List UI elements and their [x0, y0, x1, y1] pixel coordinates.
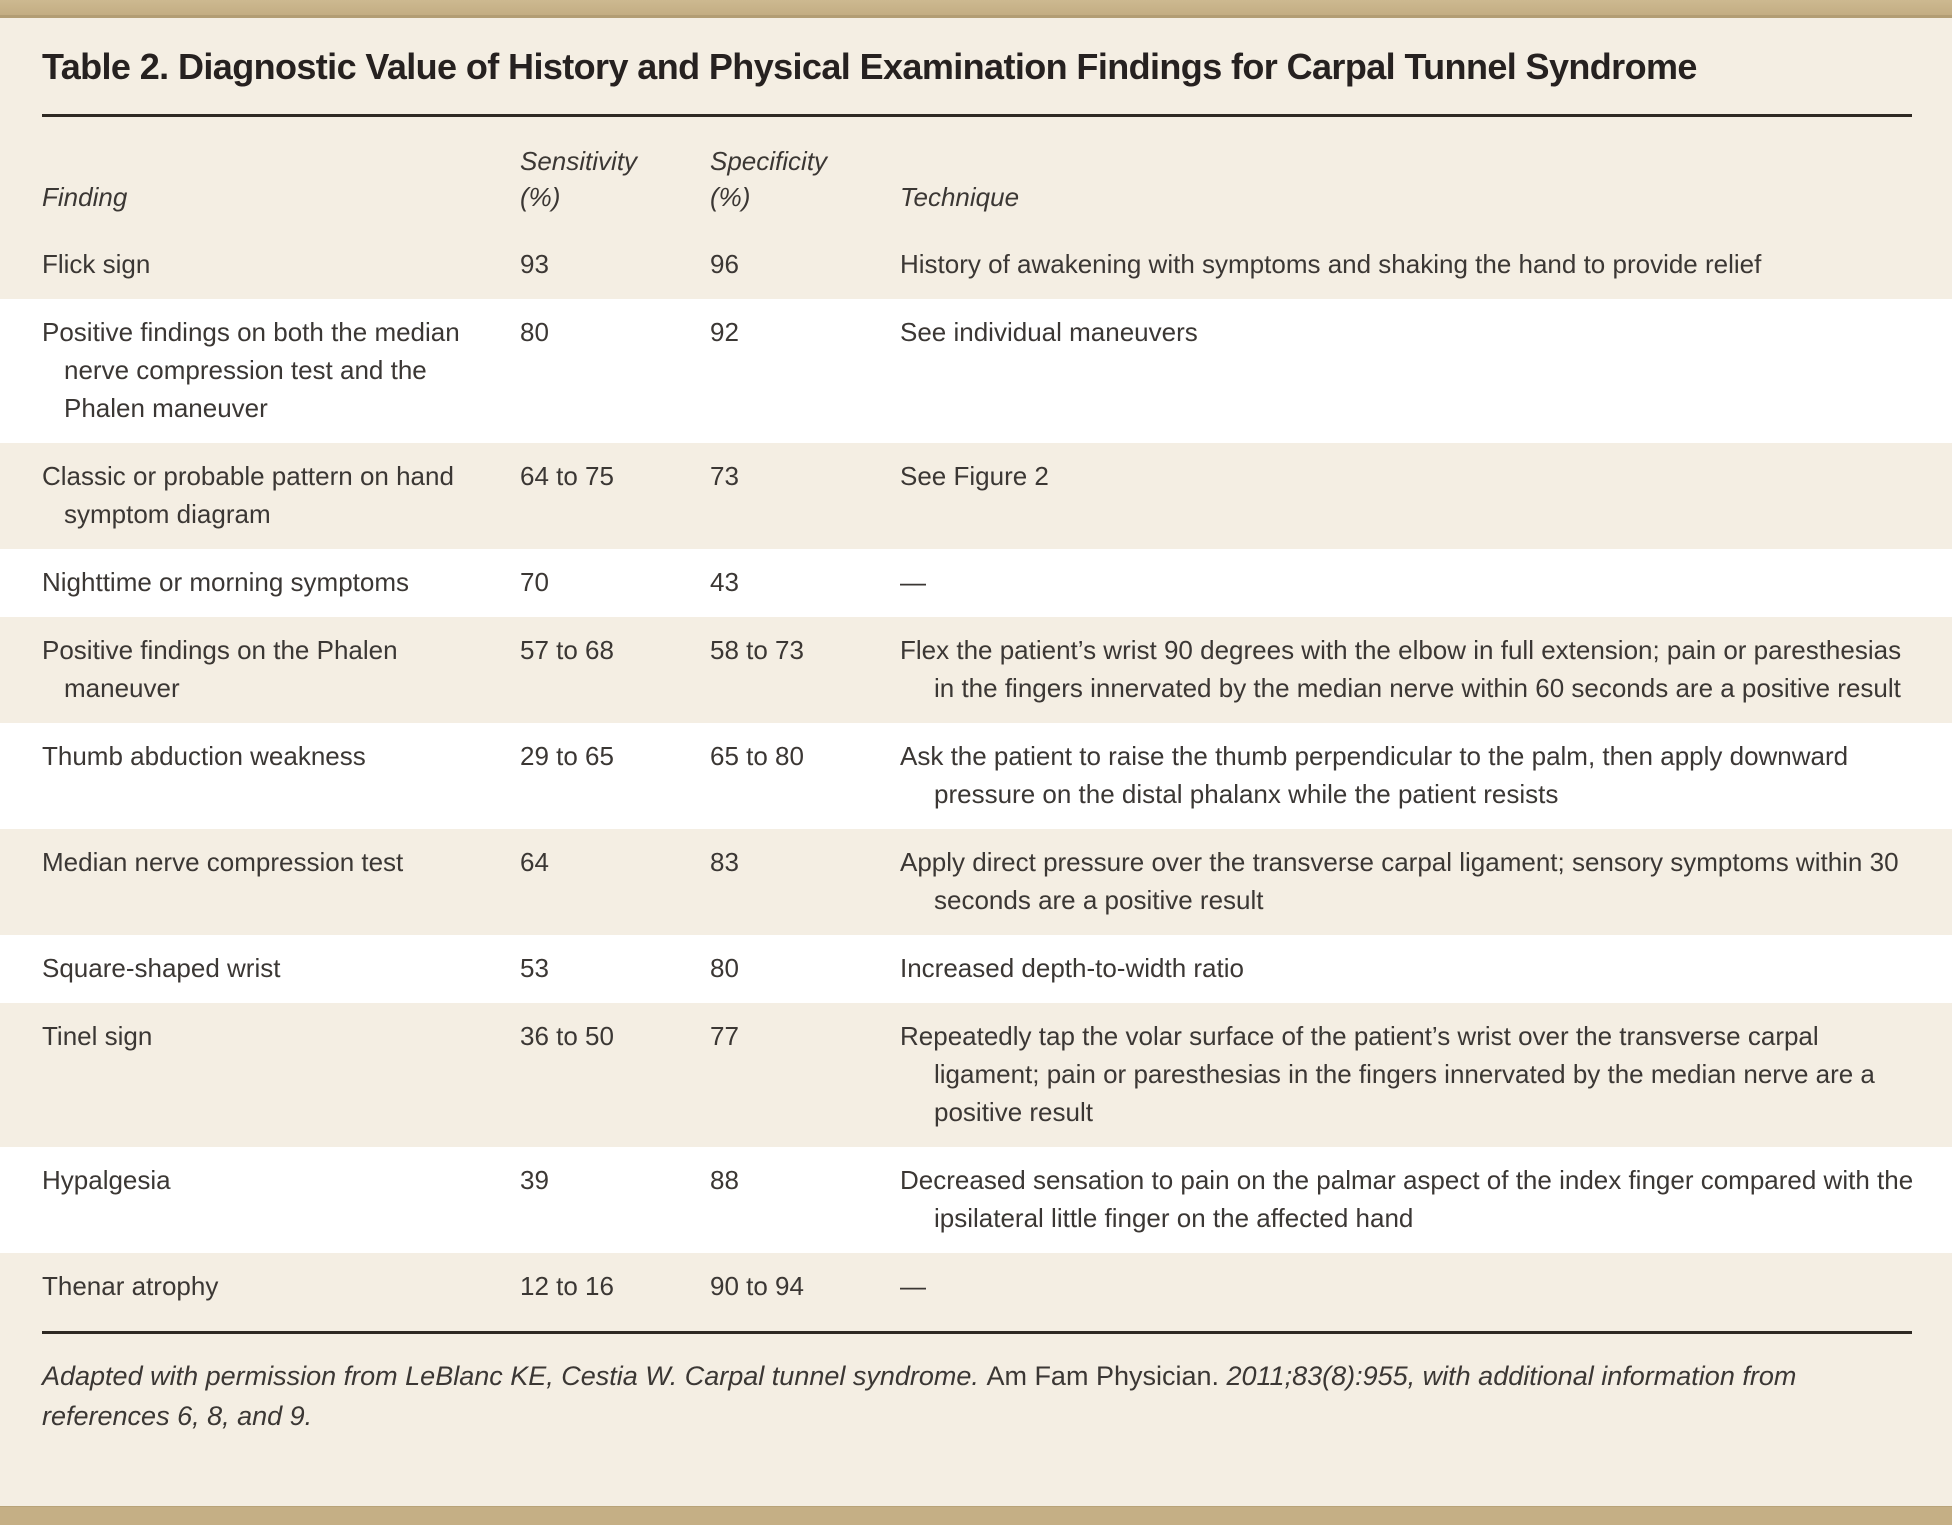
technique-cell: History of awakening with symptoms and shaking the hand to provide relief — [900, 249, 1762, 279]
footnote-citation-tail: 2011;83(8):955, with additional information from references 6, 8, and 9. — [42, 1361, 1797, 1431]
column-header-sensitivity-label: Sensitivity — [520, 146, 638, 176]
finding-cell: Thumb abduction weakness — [42, 741, 366, 771]
specificity-cell: 65 to 80 — [710, 741, 804, 771]
specificity-cell: 58 to 73 — [710, 635, 804, 665]
column-header-specificity — [710, 117, 900, 231]
finding-cell: Positive findings on both the median nerve compression test and the Phalen maneuver — [42, 317, 460, 423]
divider-below-table — [42, 1331, 1912, 1334]
sensitivity-cell: 93 — [520, 249, 549, 279]
technique-cell: See individual maneuvers — [900, 317, 1198, 347]
table-row — [0, 829, 1952, 935]
sensitivity-cell: 36 to 50 — [520, 1021, 614, 1051]
column-header-technique — [900, 117, 1952, 231]
technique-cell: Apply direct pressure over the transverse carpal ligament; sensory symptoms within 30 seconds are a positive result — [900, 847, 1899, 915]
specificity-cell: 80 — [710, 953, 739, 983]
column-header-finding-label: Finding — [42, 182, 128, 212]
finding-cell: Hypalgesia — [42, 1165, 171, 1195]
table-header — [0, 117, 1952, 231]
footnote-citation-lead: Adapted with permission from LeBlanc KE, Cestia W. Carpal tunnel syndrome. — [42, 1361, 979, 1391]
column-header-finding — [0, 117, 520, 231]
table-row — [0, 1147, 1952, 1253]
specificity-cell: 96 — [710, 249, 739, 279]
technique-cell: See Figure 2 — [900, 461, 1049, 491]
findings-table — [0, 117, 1952, 1321]
table-row — [0, 443, 1952, 549]
specificity-cell: 77 — [710, 1021, 739, 1051]
column-header-technique-label: Technique — [900, 182, 1020, 212]
specificity-cell: 73 — [710, 461, 739, 491]
column-header-sensitivity-unit: (%) — [520, 182, 561, 212]
table-row — [0, 935, 1952, 1003]
specificity-cell: 88 — [710, 1165, 739, 1195]
table-row — [0, 299, 1952, 443]
finding-cell: Positive findings on the Phalen maneuver — [42, 635, 398, 703]
sensitivity-cell: 53 — [520, 953, 549, 983]
finding-cell: Tinel sign — [42, 1021, 153, 1051]
top-accent-bar — [0, 0, 1952, 18]
specificity-cell: 92 — [710, 317, 739, 347]
finding-cell: Thenar atrophy — [42, 1271, 219, 1301]
page-title: Table 2. Diagnostic Value of History and Physical Examination Findings for Carpal Tunnel Syndrome — [42, 46, 1697, 87]
finding-cell: Flick sign — [42, 249, 151, 279]
table-row — [0, 1253, 1952, 1321]
sensitivity-cell: 57 to 68 — [520, 635, 614, 665]
specificity-cell: 83 — [710, 847, 739, 877]
technique-cell: Flex the patient’s wrist 90 degrees with the elbow in full extension; pain or paresthesias in the fingers innervated by the median nerve within 60 seconds are a positive result — [900, 635, 1902, 703]
column-header-sensitivity — [520, 117, 710, 231]
table-row — [0, 549, 1952, 617]
specificity-cell: 90 to 94 — [710, 1271, 804, 1301]
column-header-specificity-label: Specificity — [710, 146, 828, 176]
technique-cell: — — [900, 1271, 926, 1301]
specificity-cell: 43 — [710, 567, 739, 597]
sensitivity-cell: 39 — [520, 1165, 549, 1195]
header-row — [0, 117, 1952, 231]
table-row — [0, 1003, 1952, 1147]
technique-cell: Decreased sensation to pain on the palmar aspect of the index finger compared with the ipsilateral little finger on the affected hand — [900, 1165, 1914, 1233]
table-body — [0, 231, 1952, 1321]
sensitivity-cell: 64 — [520, 847, 549, 877]
bottom-accent-bar — [0, 1506, 1952, 1525]
finding-cell: Classic or probable pattern on hand symptom diagram — [42, 461, 454, 529]
table-row — [0, 231, 1952, 299]
table-row — [0, 617, 1952, 723]
technique-cell: Repeatedly tap the volar surface of the patient’s wrist over the transverse carpal ligament; pain or paresthesias in the fingers innervated by the median nerve are a positive result — [900, 1021, 1875, 1127]
technique-cell: Ask the patient to raise the thumb perpendicular to the palm, then apply downward pressure on the distal phalanx while the patient resists — [900, 741, 1849, 809]
footnote-journal-name: Am Fam Physician. — [986, 1361, 1219, 1391]
finding-cell: Square-shaped wrist — [42, 953, 281, 983]
column-header-specificity-unit: (%) — [710, 182, 751, 212]
finding-cell: Nighttime or morning symptoms — [42, 567, 409, 597]
sensitivity-cell: 29 to 65 — [520, 741, 614, 771]
finding-cell: Median nerve compression test — [42, 847, 404, 877]
sensitivity-cell: 12 to 16 — [520, 1271, 614, 1301]
source-footnote — [42, 1356, 1912, 1436]
technique-cell: Increased depth-to-width ratio — [900, 953, 1244, 983]
sensitivity-cell: 70 — [520, 567, 549, 597]
table-row — [0, 723, 1952, 829]
sensitivity-cell: 64 to 75 — [520, 461, 614, 491]
technique-cell: — — [900, 567, 926, 597]
sensitivity-cell: 80 — [520, 317, 549, 347]
